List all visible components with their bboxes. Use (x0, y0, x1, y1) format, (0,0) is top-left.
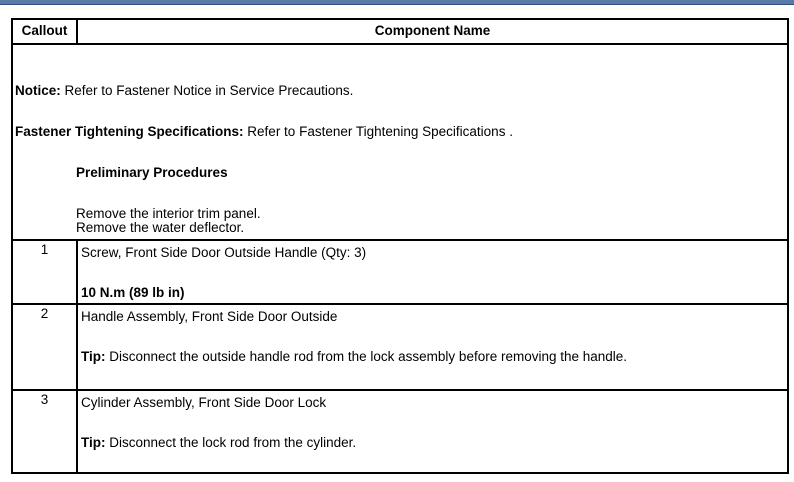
callout-number: 1 (12, 240, 77, 304)
tip-line (81, 349, 627, 365)
notice-line (15, 83, 353, 99)
header-component-name: Component Name (77, 19, 788, 44)
component-table (11, 18, 789, 474)
component-name: Screw, Front Side Door Outside Handle (Qty: 3) (81, 245, 367, 260)
fastener-label: Fastener Tightening Specifications: (15, 124, 244, 139)
tip-label: Tip: (81, 349, 106, 364)
component-cell (77, 240, 788, 304)
component-cell (77, 390, 788, 473)
notice-text: Refer to Fastener Notice in Service Precautions. (60, 83, 354, 98)
callout-number: 3 (12, 390, 77, 473)
callout-number: 2 (12, 304, 77, 390)
fastener-line (15, 124, 513, 140)
preliminary-title: Preliminary Procedures (76, 165, 228, 180)
table-row (12, 240, 788, 304)
table-row (12, 304, 788, 390)
preliminary-step-2: Remove the water deflector. (76, 220, 245, 235)
notice-label: Notice: (15, 83, 61, 98)
table-header-row (12, 19, 788, 44)
tip-text: Disconnect the outside handle rod from the lock assembly before removing the handle. (105, 349, 628, 364)
component-cell (77, 304, 788, 390)
window-top-bar (0, 0, 794, 5)
fastener-text: Refer to Fastener Tightening Specifications . (243, 124, 513, 139)
component-table-container (11, 18, 789, 474)
component-name: Cylinder Assembly, Front Side Door Lock (81, 395, 327, 410)
torque-spec: 10 N.m (89 lb in) (81, 285, 185, 300)
header-callout: Callout (12, 19, 77, 44)
component-name: Handle Assembly, Front Side Door Outside (81, 309, 338, 324)
preliminary-step-1: Remove the interior trim panel. (76, 206, 261, 221)
tip-text: Disconnect the lock rod from the cylinder. (105, 435, 357, 450)
intro-cell (12, 44, 788, 240)
tip-line (81, 435, 356, 451)
intro-row (12, 44, 788, 240)
tip-label: Tip: (81, 435, 106, 450)
table-row (12, 390, 788, 473)
